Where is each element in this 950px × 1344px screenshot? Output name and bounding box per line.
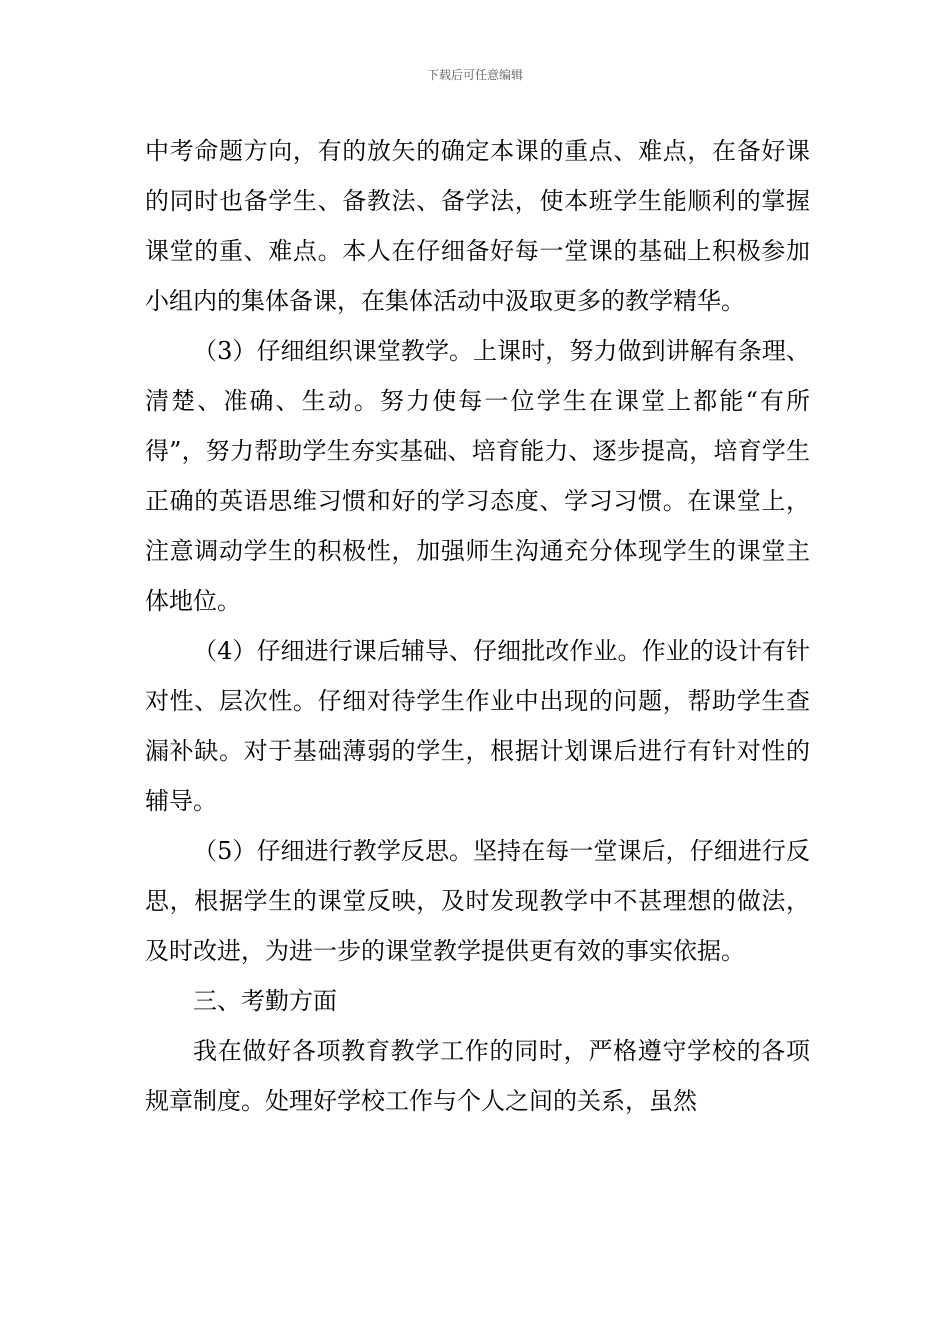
paragraph-attendance: 我在做好各项教育教学工作的同时，严格遵守学校的各项规章制度。处理好学校工作与个人之间的关系，虽然 [145,1037,810,1115]
section-heading-attendance: 三、考勤方面 [193,987,337,1015]
header-note: 下载后可任意编辑 [426,68,523,82]
document-body [145,126,810,1126]
paragraph-item-3: （3）仔细组织课堂教学。上课时，努力做到讲解有条理、清楚、准确、生动。努力使每一位学生在课堂上都能“有所得”，努力帮助学生夯实基础、培育能力、逐步提高，培育学生正确的英语思维习惯和好的学习态度、学习习惯。在课堂上，注意调动学生的积极性，加强师生沟通充分体现学生的课堂主体地位。 [145,337,810,615]
paragraph-item-4: （4）仔细进行课后辅导、仔细批改作业。作业的设计有针对性、层次性。仔细对待学生作业中出现的问题，帮助学生查漏补缺。对于基础薄弱的学生，根据计划课后进行有针对性的辅导。 [145,637,810,815]
paragraph-continuation: 中考命题方向，有的放矢的确定本课的重点、难点，在备好课的同时也备学生、备教法、备学法，使本班学生能顺利的掌握课堂的重、难点。本人在仔细备好每一堂课的基础上积极参加小组内的集体备课，在集体活动中汲取更多的教学精华。 [145,137,810,315]
paragraph-item-5: （5）仔细进行教学反思。坚持在每一堂课后，仔细进行反思，根据学生的课堂反映，及时发现教学中不甚理想的做法，及时改进，为进一步的课堂教学提供更有效的事实依据。 [145,837,810,965]
